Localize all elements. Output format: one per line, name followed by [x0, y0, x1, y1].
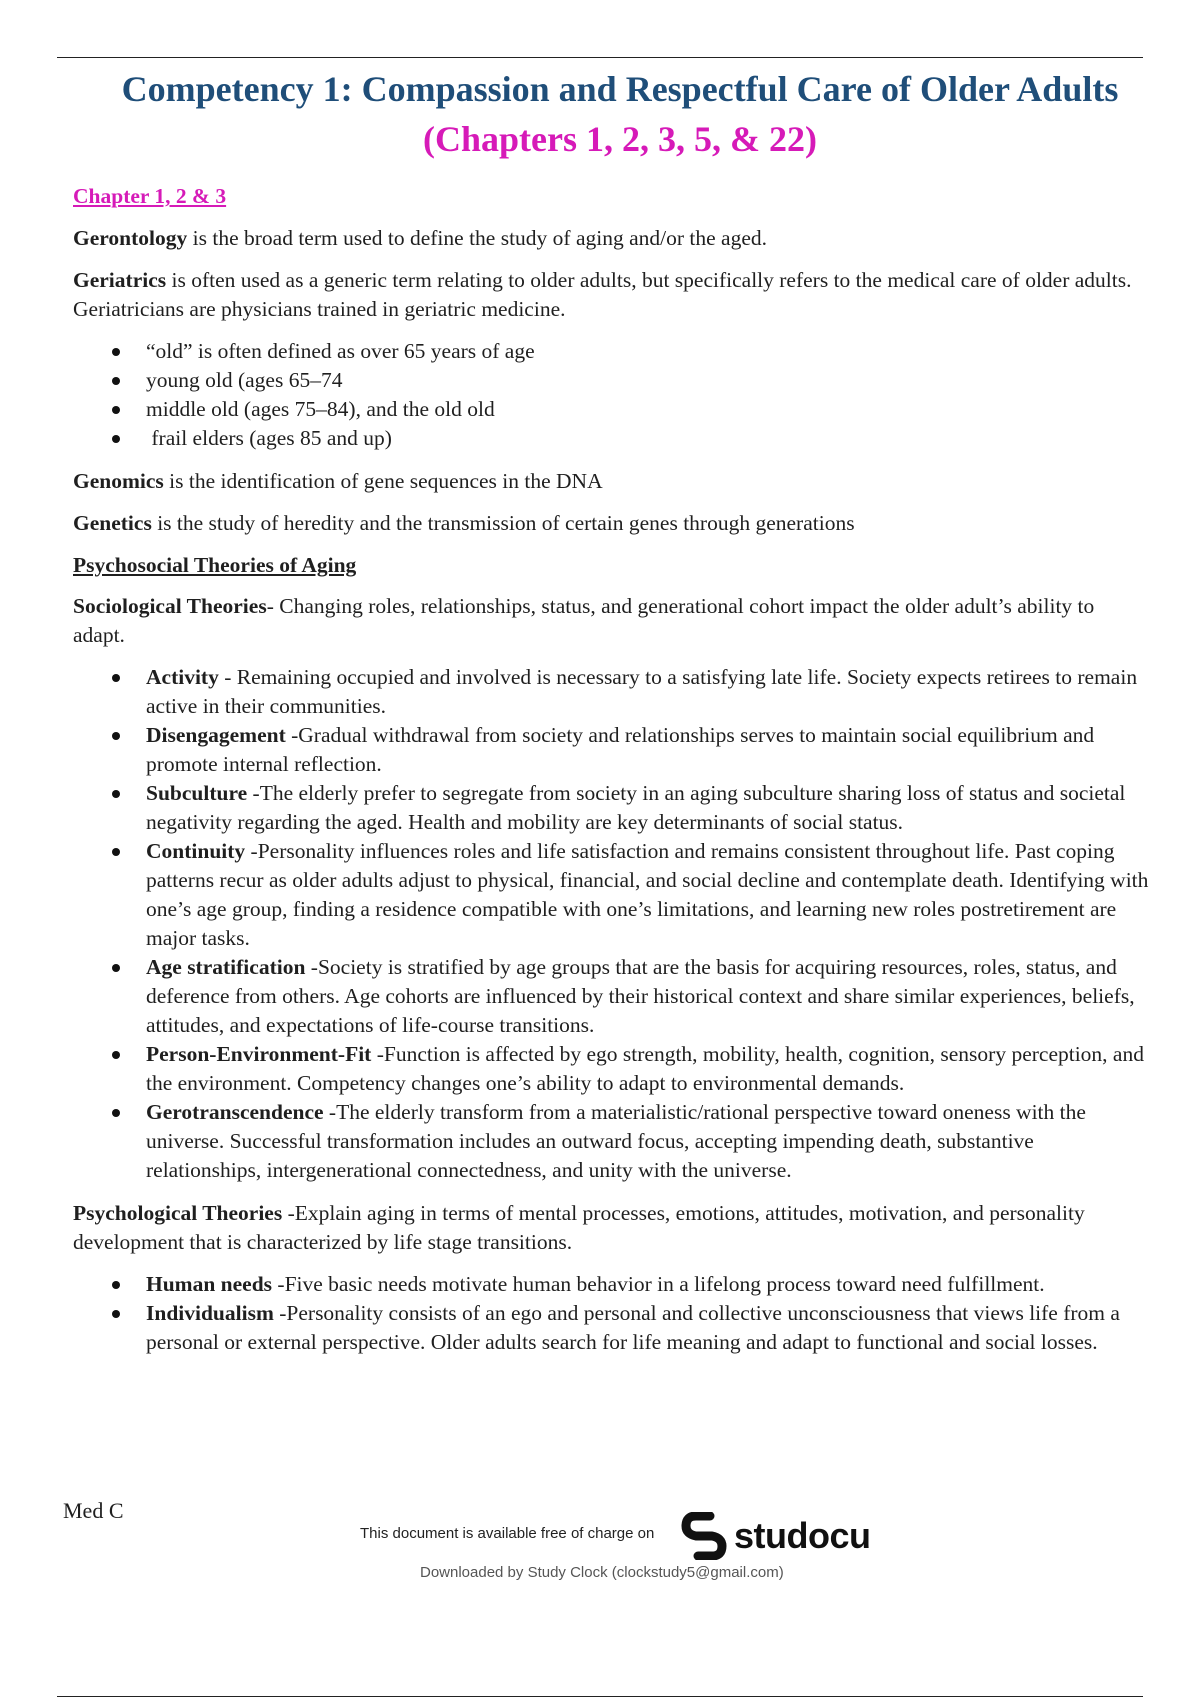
term: Individualism — [146, 1301, 274, 1325]
studocu-mark-icon — [680, 1512, 728, 1560]
definition-text: -The elderly transform from a materialistic/rational perspective toward oneness with the universe. Successful transformation includes an outward focus, accepting impending death, substantive relationships, intergenerational connectedness, and unity with the universe. — [146, 1100, 1086, 1182]
definition-text: -Five basic needs motivate human behavior in a lifelong process toward need fulfillment. — [272, 1272, 1045, 1296]
list-item — [146, 1299, 1150, 1357]
term: Subculture — [146, 781, 248, 805]
psychological-theories — [73, 1199, 1150, 1257]
definition-text: -Explain aging in terms of mental processes, emotions, attitudes, motivation, and personality development that is characterized by life stage transitions. — [73, 1201, 1085, 1254]
definition-text: -Society is stratified by age groups that are the basis for acquiring resources, roles, status, and deference from others. Age cohorts are influenced by their historical context and share similar experiences, beliefs, attitudes, and expectations of life-course transitions. — [146, 955, 1135, 1037]
term: Person-Environment-Fit — [146, 1042, 372, 1066]
definition-text: - Changing roles, relationships, status, and generational cohort impact the older adult’s ability to adapt. — [73, 594, 1095, 647]
studocu-logo[interactable] — [680, 1512, 871, 1560]
sociological-theories — [73, 592, 1150, 650]
term: Gerontology — [73, 226, 188, 250]
list-item — [146, 837, 1150, 953]
list-item — [146, 953, 1150, 1040]
list-item: “old” is often defined as over 65 years of age — [146, 337, 1150, 366]
definition-text: is the identification of gene sequences in the DNA — [163, 469, 603, 493]
genetics-definition — [73, 509, 1150, 538]
gerontology-definition — [73, 224, 1150, 253]
list-item — [146, 663, 1150, 721]
term: Genetics — [73, 511, 152, 535]
definition-text: is the broad term used to define the study of aging and/or the aged. — [187, 226, 768, 250]
list-item: young old (ages 65–74 — [146, 366, 1150, 395]
term: Human needs — [146, 1272, 273, 1296]
geriatrics-definition — [73, 266, 1150, 324]
term: Activity — [146, 665, 219, 689]
term: Sociological Theories — [73, 594, 267, 618]
definition-text: - Remaining occupied and involved is necessary to a satisfying late life. Society expects retirees to remain active in their communities. — [146, 665, 1138, 718]
list-item — [146, 1270, 1150, 1299]
definition-text: is the study of heredity and the transmission of certain genes through generations — [151, 511, 855, 535]
list-item — [146, 779, 1150, 837]
term: Psychological Theories — [73, 1201, 283, 1225]
psychological-theories-list — [73, 1270, 1150, 1357]
genomics-definition — [73, 467, 1150, 496]
bottom-rule — [57, 1696, 1143, 1697]
term: Continuity — [146, 839, 246, 863]
document-body — [73, 182, 1150, 1371]
list-item — [146, 1040, 1150, 1098]
definition-text: -The elderly prefer to segregate from society in an aging subculture sharing loss of status and societal negativity regarding the aged. Health and mobility are key determinants of social status. — [146, 781, 1126, 834]
term: Geriatrics — [73, 268, 167, 292]
studocu-wordmark: studocu — [734, 1515, 871, 1556]
definition-text: -Gradual withdrawal from society and relationships serves to maintain social equilibrium and promote internal reflection. — [146, 723, 1095, 776]
list-item — [146, 1098, 1150, 1185]
definition-text: -Function is affected by ego strength, mobility, health, cognition, sensory perception, and the environment. Competency changes one’s ability to adapt to environmental demands. — [146, 1042, 1144, 1095]
list-item — [146, 721, 1150, 779]
page-title — [80, 64, 1160, 164]
term: Genomics — [73, 469, 164, 493]
definition-text: is often used as a generic term relating to older adults, but specifically refers to the medical care of older adults. Geriatricians are physicians trained in geriatric medicine. — [73, 268, 1132, 321]
top-rule — [57, 57, 1143, 58]
footer-label: Med C — [63, 1498, 124, 1523]
age-groups-list — [73, 337, 1150, 453]
term: Disengagement — [146, 723, 286, 747]
chapter-link[interactable]: Chapter 1, 2 & 3 — [73, 184, 227, 208]
list-item: frail elders (ages 85 and up) — [146, 424, 1150, 453]
definition-text: -Personality influences roles and life satisfaction and remains consistent throughout life. Past coping patterns recur as older adults adjust to physical, financial, and social decline and contemplate death. Identifying with one’s age group, finding a residence compatible with one’s limitations, and learning new roles postretirement are major tasks. — [146, 839, 1149, 950]
title-line-1: Competency 1: Compassion and Respectful Care of Older Adults — [121, 69, 1119, 109]
section-heading: Psychosocial Theories of Aging — [73, 553, 357, 577]
term: Age stratification — [146, 955, 306, 979]
download-note: Downloaded by Study Clock (clockstudy5@gmail.com) — [420, 1564, 784, 1581]
sociological-theories-list — [73, 663, 1150, 1185]
availability-note: This document is available free of charge on — [360, 1525, 655, 1542]
definition-text: -Personality consists of an ego and personal and collective unconsciousness that views life from a personal or external perspective. Older adults search for life meaning and adapt to functional and social losses. — [146, 1301, 1120, 1354]
title-line-2: (Chapters 1, 2, 3, 5, & 22) — [423, 119, 817, 159]
term: Gerotranscendence — [146, 1100, 324, 1124]
list-item: middle old (ages 75–84), and the old old — [146, 395, 1150, 424]
